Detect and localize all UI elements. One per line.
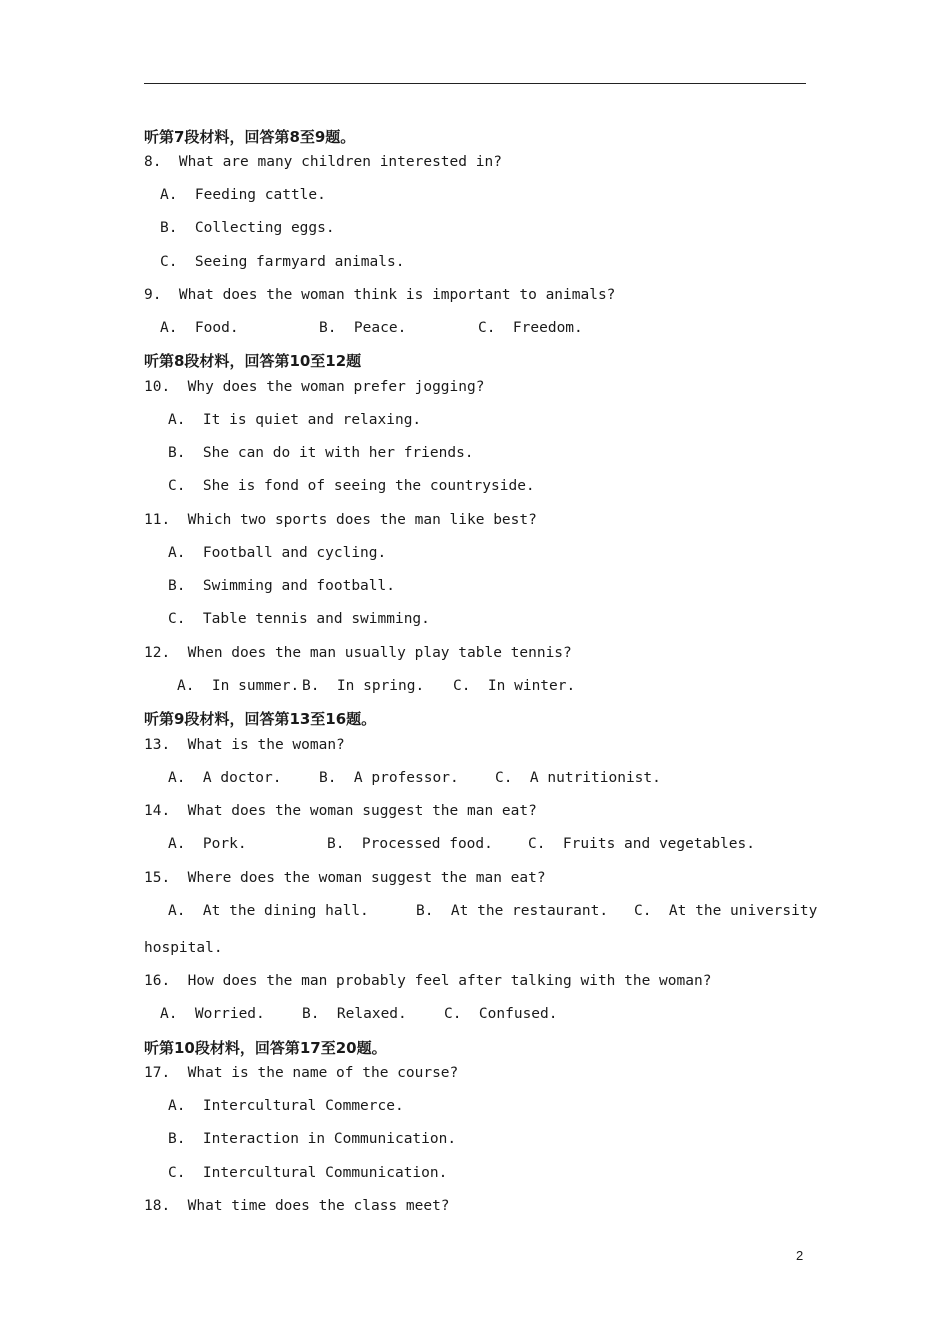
section-header: 听第9段材料，回答第13至16题。: [144, 710, 377, 728]
option-b: B. She can do it with her friends.: [168, 445, 474, 461]
section-header: 听第8段材料，回答第10至12题: [144, 352, 362, 370]
option-a: A. Football and cycling.: [168, 545, 387, 561]
option-c: C. Fruits and vegetables.: [528, 836, 755, 852]
option-b: B. A professor.: [319, 770, 459, 786]
option-a: A. A doctor.: [168, 770, 282, 786]
option-b: B. Collecting eggs.: [160, 220, 335, 236]
option-c: C. She is fond of seeing the countryside.: [168, 478, 535, 494]
option-c: C. Intercultural Communication.: [168, 1165, 448, 1181]
option-a: A. Worried.: [160, 1006, 265, 1022]
section-header: 听第10段材料，回答第17至20题。: [144, 1039, 387, 1057]
question-stem: 8. What are many children interested in?: [144, 154, 502, 170]
option-c: C. Seeing farmyard animals.: [160, 254, 405, 270]
option-c: C. Freedom.: [478, 320, 583, 336]
header-rule: [144, 83, 806, 84]
question-stem: 17. What is the name of the course?: [144, 1065, 459, 1081]
option-a: A. It is quiet and relaxing.: [168, 412, 422, 428]
option-b: B. Peace.: [319, 320, 407, 336]
question-stem: 15. Where does the woman suggest the man eat?: [144, 870, 546, 886]
option-c: C. Table tennis and swimming.: [168, 611, 430, 627]
question-stem: 10. Why does the woman prefer jogging?: [144, 379, 485, 395]
question-stem: 11. Which two sports does the man like best?: [144, 512, 537, 528]
question-stem: 9. What does the woman think is important to animals?: [144, 287, 616, 303]
option-c: C. At the university: [634, 903, 818, 919]
option-b: B. Processed food.: [327, 836, 493, 852]
option-b: B. Swimming and football.: [168, 578, 395, 594]
question-stem: 14. What does the woman suggest the man eat?: [144, 803, 537, 819]
option-c: C. A nutritionist.: [495, 770, 661, 786]
question-stem: 12. When does the man usually play table tennis?: [144, 645, 572, 661]
option-a: A. In summer.: [177, 678, 300, 694]
question-stem: 16. How does the man probably feel after talking with the woman?: [144, 973, 712, 989]
option-b: B. In spring.: [302, 678, 425, 694]
option-c: C. Confused.: [444, 1006, 558, 1022]
question-stem: 18. What time does the class meet?: [144, 1198, 450, 1214]
option-b: B. At the restaurant.: [416, 903, 609, 919]
option-a: A. At the dining hall.: [168, 903, 369, 919]
section-header: 听第7段材料，回答第8至9题。: [144, 128, 356, 146]
option-a: A. Pork.: [168, 836, 247, 852]
question-stem: 13. What is the woman?: [144, 737, 345, 753]
option-a: A. Food.: [160, 320, 239, 336]
option-a: A. Feeding cattle.: [160, 187, 326, 203]
option-c-continuation: hospital.: [144, 940, 223, 956]
option-b: B. Relaxed.: [302, 1006, 407, 1022]
option-a: A. Intercultural Commerce.: [168, 1098, 404, 1114]
option-b: B. Interaction in Communication.: [168, 1131, 457, 1147]
option-c: C. In winter.: [453, 678, 576, 694]
page-number: 2: [796, 1248, 804, 1263]
